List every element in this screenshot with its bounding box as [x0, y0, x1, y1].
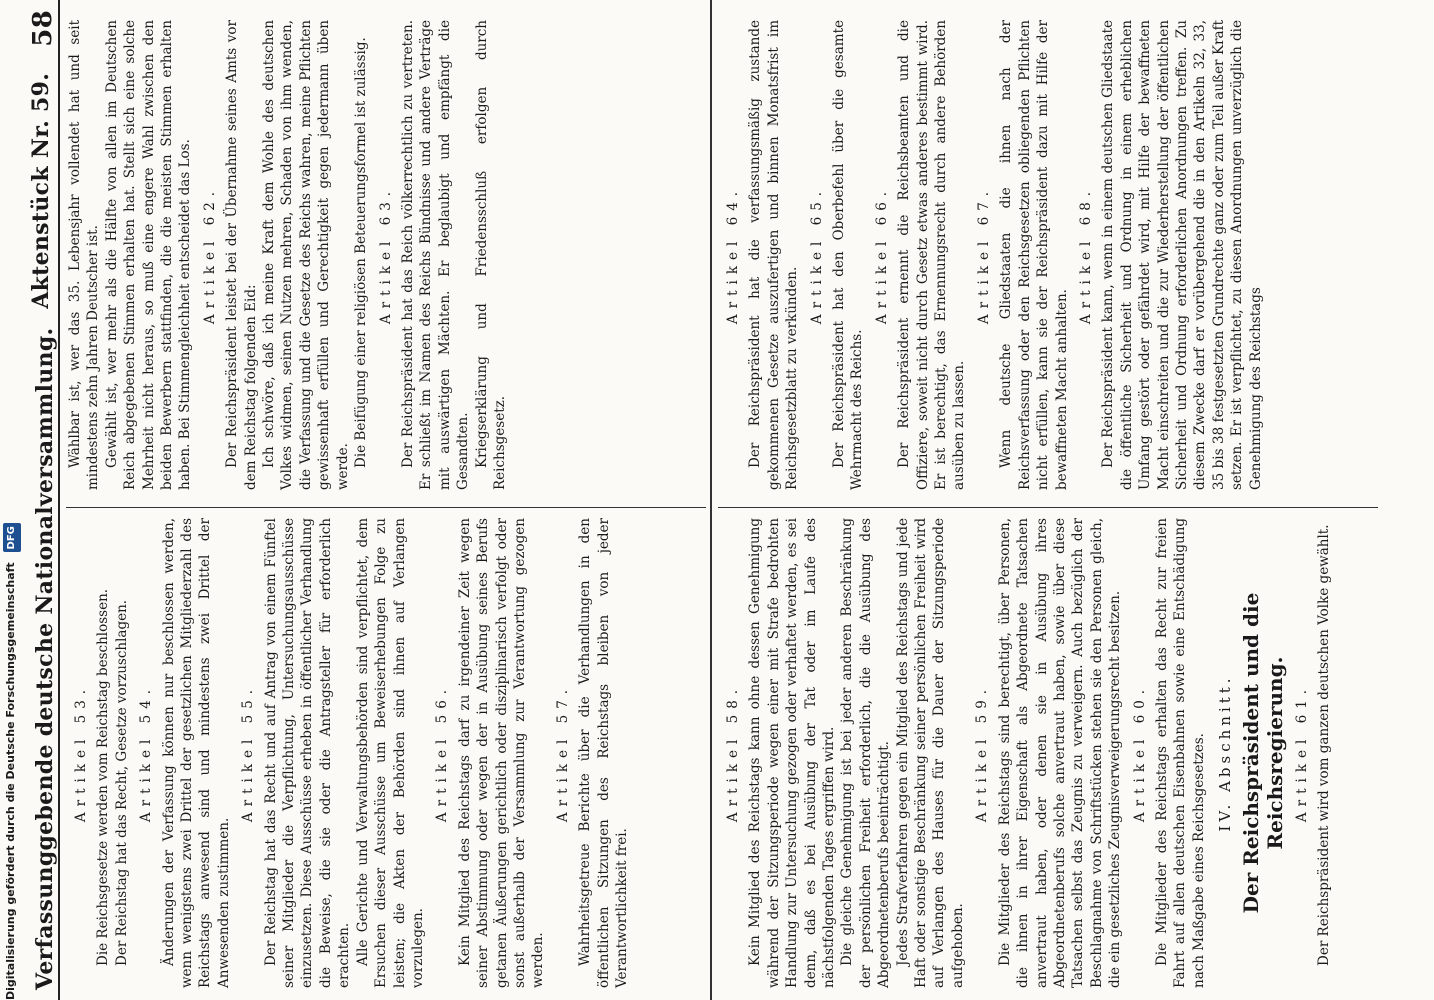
article-text: Der Reichspräsident hat den Oberbefehl über die gesamte Wehrmacht des Reichs. — [831, 20, 866, 490]
article-title: Artikel 57. — [554, 683, 571, 823]
page-lower-half — [718, 0, 1378, 1000]
section-label: IV. Abschnitt. — [1216, 674, 1235, 832]
article-title: Artikel 55. — [240, 683, 257, 823]
article-text: Wählbar ist, wer das 35. Lebensjahr vollendet hat und seit mindestens zehn Jahren Deutscher ist. — [67, 20, 102, 490]
page-header — [18, 0, 60, 1000]
article-text: Der Reichspräsident ernennt die Reichsbeamten und die Offiziere, soweit nicht durch Gesetz etwas anderes bestimmt wird. Er ist berechtigt, das Ernennungsrecht durch andere Behörden ausüben zu lassen. — [896, 20, 968, 490]
footer-text: Digitalisierung gefördert durch die Deutsche Forschungsgemeinschaft — [4, 562, 17, 1000]
oath-text: Ich schwöre, daß ich meine Kraft dem Wohle des deutschen Volkes widmen, seinen Nutzen mehren, Schaden von ihm wenden, die Verfassung und die Gesetze des Reichs wahren, meine Pflichten gewissenhaft erfüllen und Gerechtigkeit gegen jedermann üben werde. — [261, 20, 351, 490]
document-label: Aktenstück Nr. 59. — [28, 72, 54, 309]
article-text: Alle Gerichte und Verwaltungsbehörden sind verpflichtet, dem Ersuchen dieser Ausschüsse um Beweiserhebungen Folge zu leisten; die Akten der Behörden sind ihnen auf Verlangen vorzulegen. — [354, 518, 426, 988]
article-title: Artikel 59. — [974, 683, 991, 823]
article-text: Die Mitglieder des Reichstags erhalten das Recht zur freien Fahrt auf allen deutschen Eisenbahnen sowie eine Entschädigung nach Maßgabe eines Reichsgesetzes. — [1153, 518, 1207, 988]
section-heading: Der Reichspräsident und die Reichsregierung. — [1238, 592, 1287, 914]
rotated-sheet — [18, 0, 1398, 1000]
column-upper-right — [66, 20, 706, 490]
article-title: Artikel 56. — [434, 683, 451, 823]
article-title: Artikel 67. — [975, 185, 992, 325]
article-text: Der Reichspräsident kann, wenn in einem deutschen Gliedstaate die öffentliche Sicherheit und Ordnung in einem erheblichen Umfang gestört oder gefährdet wird, mit Hilfe der bewaffneten Macht einschreiten und die zur Wiederherstellung der öffentlichen Sicherheit und Ordnung erforderlichen Anordnungen treffen. Zu diesem Zwecke darf er vorübergehend die in den Artikeln 32, 33, 35 bis 38 festgesetzten Grundrechte ganz oder zum Teil außer Kraft setzen. Er ist verpflichtet, zu diesen Anordnungen unverzüglich die Genehmigung des Reichstags — [1100, 20, 1264, 490]
article-title: Artikel 53. — [73, 683, 89, 823]
article-text: Wenn deutsche Gliedstaaten die ihnen nach der Reichsverfassung oder den Reichsgesetzen obliegenden Pflichten nicht erfüllen, kann sie der Reichspräsident dazu mit Hilfe der bewaffneten Macht anhalten. — [998, 20, 1070, 490]
article-text: Der Reichstag hat das Recht, Gesetze vorzuschlagen. — [113, 599, 130, 966]
header-title: Verfassunggebende deutsche Nationalversammlung. — [32, 327, 58, 990]
column-lower-right — [718, 20, 1378, 490]
article-text: Die Mitglieder des Reichstags sind berechtigt, über Personen, die ihnen in ihrer Eigenschaft als Abgeordnete Tatsachen anvertraut haben, oder denen sie in Ausübung ihres Abgeordnetenberufs solche anvertraut haben, sowie über diese Tatsachen selbst das Zeugnis zu verweigern. Auch bezüglich der Beschlagnahme von Schriftstücken stehen sie den Personen gleich, die ein gesetzliches Zeugnisverweigerungsrecht besitzen. — [996, 518, 1124, 988]
column-lower-left — [718, 518, 1378, 988]
column-divider — [66, 507, 706, 508]
article-title: Artikel 64. — [725, 185, 741, 325]
page-number: 58 — [28, 10, 58, 47]
article-text: Änderungen der Verfassung können nur beschlossen werden, wenn wenigstens zwei Drittel der gesetzlichen Mitgliederzahl des Reichstags anwesend sind und mindestens zwei Drittel der Anwesenden zustimmen. — [160, 518, 232, 988]
page-upper-half — [66, 0, 706, 1000]
article-text: Der Reichstag hat das Recht und auf Antrag von einem Fünftel seiner Mitglieder die Verpflichtung, Untersuchungsausschüsse einzusetzen. Diese Ausschüsse erheben in öffentlicher Verhandlung die Beweise, die sie oder die Antragsteller für erforderlich erachten. — [262, 518, 353, 988]
half-divider — [710, 0, 712, 1000]
article-title: Artikel 66. — [873, 185, 890, 325]
article-text: Der Reichspräsident leistet bei der Übernahme seines Amts vor dem Reichstag folgenden Eid: — [224, 20, 259, 490]
article-text: Die Reichsgesetze werden vom Reichstag beschlossen. — [95, 588, 112, 966]
article-text: Die Beifügung einer religiösen Beteuerungsformel ist zulässig. — [353, 37, 370, 468]
article-title: Artikel 63. — [377, 185, 394, 325]
article-title: Artikel 58. — [725, 683, 741, 823]
article-title: Artikel 60. — [1131, 683, 1148, 823]
article-title: Artikel 61. — [1293, 683, 1310, 823]
article-text: Kein Mitglied des Reichstags darf zu irgendeiner Zeit wegen seiner Abstimmung oder wegen der in Ausübung seines Berufs getanen Äußerungen gerichtlich oder disziplinarisch verfolgt oder sonst außerhalb der Versammlung zur Verantwortung gezogen werden. — [456, 518, 547, 988]
article-text: Der Reichspräsident hat die verfassungsmäßig zustande gekommenen Gesetze auszufertigen und binnen Monatsfrist im Reichsgesetzblatt zu verkünden. — [747, 20, 801, 490]
dfg-logo: DFG — [3, 523, 21, 552]
article-text: Gewählt ist, wer mehr als die Hälfte von allen im Deutschen Reich abgegebenen Stimmen erhalten hat. Stellt sich eine solche Mehrheit nicht heraus, so muß eine engere Wahl zwischen den beiden Bewerbern stattfinden, die die meisten Stimmen erhalten haben. Bei Stimmengleichheit entscheidet das Los. — [103, 20, 194, 490]
article-text: Der Reichspräsident wird vom ganzen deutschen Volke gewählt. — [1315, 524, 1332, 966]
column-upper-left — [66, 518, 706, 988]
article-text: Die gleiche Genehmigung ist bei jeder anderen Beschränkung der persönlichen Freiheit erforderlich, die die Ausübung des Abgeordnetenberufs beeinträchtigt. — [839, 518, 893, 988]
article-title: Artikel 54. — [138, 683, 155, 823]
article-text: Jedes Strafverfahren gegen ein Mitglied des Reichstags und jede Haft oder sonstige Beschränkung seiner persönlichen Freiheit wird auf Verlangen des Hauses für die Dauer der Sitzungsperiode aufgehoben. — [894, 518, 966, 988]
column-divider — [718, 507, 1378, 508]
article-title: Artikel 62. — [201, 185, 218, 325]
article-text: Wahrheitsgetreue Berichte über die Verhandlungen in den öffentlichen Sitzungen des Reichstags bleiben von jeder Verantwortlichkeit frei. — [577, 518, 630, 988]
article-title: Artikel 68. — [1077, 185, 1094, 325]
article-text: Der Reichspräsident hat das Reich völkerrechtlich zu vertreten. Er schließt im Namen des Reichs Bündnisse und andere Verträge mit auswärtigen Mächten. Er beglaubigt und empfängt die Gesandten. — [399, 20, 472, 490]
article-text: Kriegserklärung und Friedensschluß erfolgen durch Reichsgesetz. — [473, 20, 508, 490]
article-text: Kein Mitglied des Reichstags kann ohne dessen Genehmigung während der Sitzungsperiode wegen einer mit Strafe bedrohten Handlung zur Untersuchung gezogen oder verhaftet werden, es sei denn, daß es bei Ausübung der Tat oder im Laufe des nächstfolgenden Tages ergriffen wird. — [747, 518, 838, 988]
article-title: Artikel 65. — [808, 185, 825, 325]
